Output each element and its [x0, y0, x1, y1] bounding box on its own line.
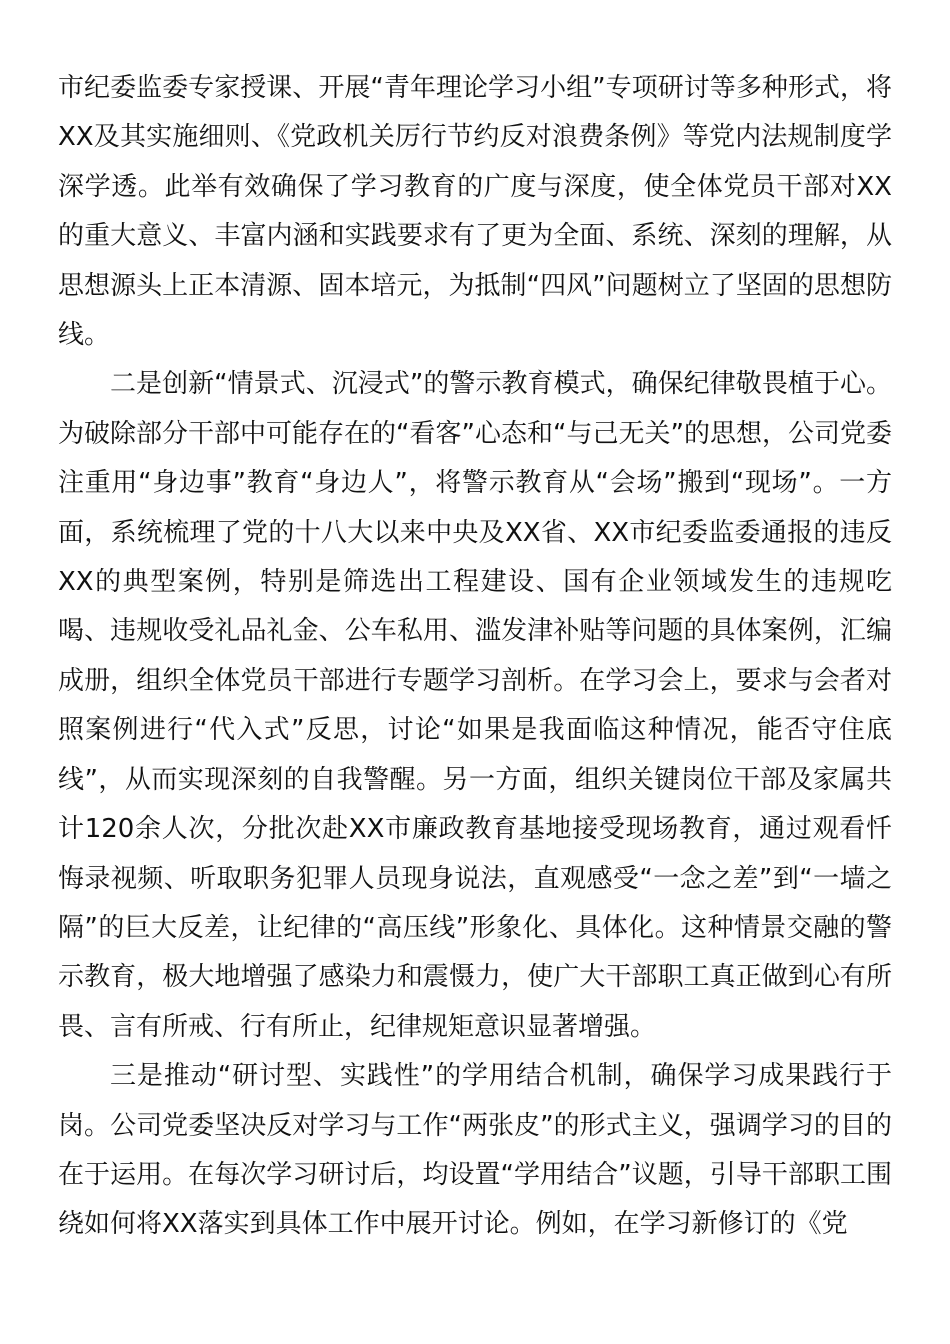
paragraph-1-continuation: 市纪委监委专家授课、开展“青年理论学习小组”专项研讨等多种形式，将XX及其实施细则、《党政机关厉行节约反对浪费条例》等党内法规制度学深学透。此举有效确保了学习教育的广度与深度，使全体党员干部对XX的重大意义、丰富内涵和实践要求有了更为全面、系统、深刻的理解，从思想源头上正本清源、固本培元，为抵制“四风”问题树立了坚固的思想防线。 [58, 73, 892, 351]
paragraph-2-warning-education: 二是创新“情景式、沉浸式”的警示教育模式，确保纪律敬畏植于心。为破除部分干部中可能存在的“看客”心态和“与己无关”的思想，公司党委注重用“身边事”教育“身边人”，将警示教育从“会场”搬到“现场”。一方面，系统梳理了党的十八大以来中央及XX省、XX市纪委监委通报的违反XX的典型案例，特别是筛选出工程建设、国有企业领域发生的违规吃喝、违规收受礼品礼金、公车私用、滥发津补贴等问题的具体案例，汇编成册，组织全体党员干部进行专题学习剖析。在学习会上，要求与会者对照案例进行“代入式”反思，讨论“如果是我面临这种情况，能否守住底线”，从而实现深刻的自我警醒。另一方面，组织关键岗位干部及家属共计120余人次，分批次赴XX市廉政教育基地接受现场教育，通过观看忏悔录视频、听取职务犯罪人员现身说法，直观感受“一念之差”到“一墙之隔”的巨大反差，让纪律的“高压线”形象化、具体化。这种情景交融的警示教育，极大地增强了感染力和震慑力，使广大干部职工真正做到心有所畏、言有所戒、行有所止，纪律规矩意识显著增强。 [58, 369, 892, 1042]
paragraph-3-learning-application: 三是推动“研讨型、实践性”的学用结合机制，确保学习成果践行于岗。公司党委坚决反对学习与工作“两张皮”的形式主义，强调学习的目的在于运用。在每次学习研讨后，均设置“学用结合”议题，引导干部职工围绕如何将XX落实到具体工作中展开讨论。例如，在学习新修订的《党 [58, 1061, 892, 1240]
document-body [58, 64, 892, 1250]
